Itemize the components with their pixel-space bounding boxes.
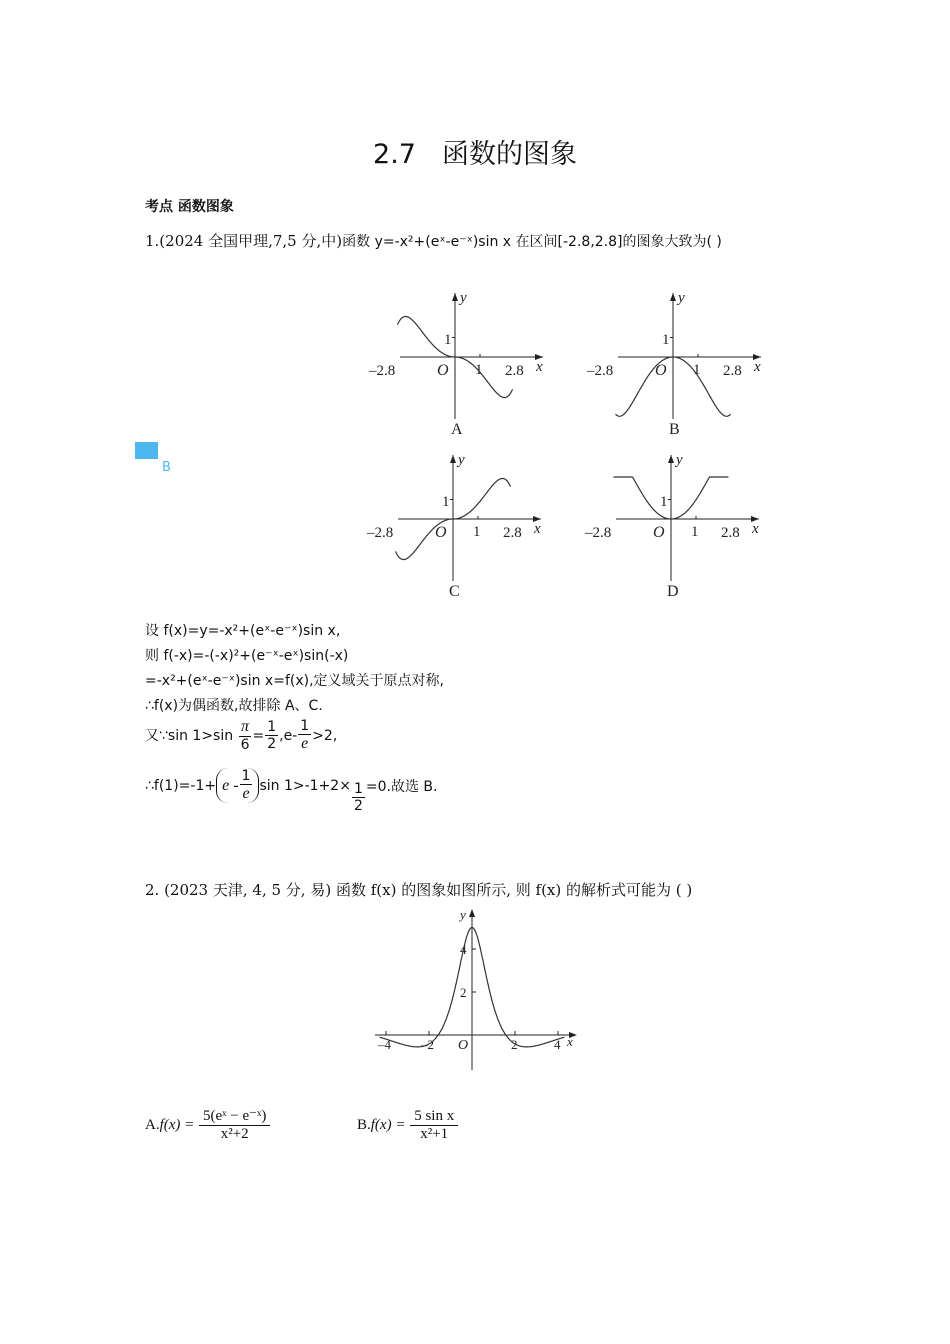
sol6-part-b: sin 1>-1+2× — [259, 777, 351, 794]
y-tick-label: 2 — [460, 985, 467, 1000]
x-tick-label: 1 — [475, 362, 483, 378]
answer-label: B — [162, 460, 171, 475]
frac-1-2 — [352, 781, 365, 814]
question-1 — [145, 230, 722, 251]
frac-num: 1 — [267, 719, 277, 736]
title-text: 函数的图象 — [441, 139, 577, 170]
question-2-stem: 2. (2023 天津, 4, 5 分, 易) 函数 f(x) 的图象如图所示, 则 f(x) 的解析式可能为 ( ) — [145, 881, 693, 899]
option-b-lhs: f(x) = — [370, 1117, 406, 1134]
q1-option-graphs — [365, 280, 775, 610]
x-axis-label: x — [754, 359, 761, 375]
page-title — [0, 132, 950, 171]
answer-marker — [135, 442, 158, 459]
frac-num: 1 — [241, 768, 251, 784]
origin-label: O — [653, 524, 665, 541]
frac-num: 1 — [300, 718, 310, 734]
option-a-numerator: 5(eˣ − e⁻ˣ) — [199, 1108, 270, 1126]
x-tick-label: –4 — [378, 1037, 391, 1052]
option-a-fraction — [199, 1108, 270, 1144]
x-tick-label: 4 — [554, 1037, 561, 1052]
q2-option-a — [145, 1108, 271, 1144]
frac-num: π — [239, 718, 252, 737]
frac-1-e — [240, 768, 253, 803]
y-axis-arrow — [452, 293, 458, 301]
question-1-stem: 函数 y=-x²+(eˣ-e⁻ˣ)sin x 在区间[-2.8,2.8]的图象大致为( ) — [342, 234, 722, 250]
solution-line-6 — [145, 768, 438, 815]
x-tick-label: –2 — [421, 1037, 434, 1052]
x-tick-label: 1 — [693, 362, 701, 378]
q2-option-b — [357, 1108, 459, 1144]
y-axis-arrow — [670, 293, 676, 301]
x-axis-label: x — [534, 521, 541, 537]
solution-line-3: =-x²+(eˣ-e⁻ˣ)sin x=f(x),定义域关于原点对称, — [145, 673, 444, 689]
x-tick-label: 1 — [473, 524, 481, 540]
y-axis-label: y — [460, 290, 467, 306]
graph-b — [586, 290, 761, 438]
frac-den: e — [301, 735, 309, 753]
x-tick-label-pos: 2.8 — [723, 363, 742, 379]
option-b-fraction — [410, 1108, 458, 1144]
title-number: 2.7 — [373, 139, 416, 170]
frac-den: 6 — [240, 737, 250, 754]
origin-label: O — [458, 1038, 469, 1053]
option-b-denominator: x²+1 — [420, 1126, 449, 1143]
y-tick-label: 1 — [444, 332, 452, 348]
sol5-part-d: >2, — [312, 727, 338, 744]
paren-e-minus-1-over-e — [216, 768, 259, 803]
x-tick-label-pos: 2.8 — [503, 525, 522, 541]
frac-den: 2 — [353, 798, 363, 815]
graph-a — [368, 290, 543, 438]
solution-line-4: ∴f(x)为偶函数,故排除 A、C. — [145, 698, 323, 714]
section-heading: 考点 函数图象 — [145, 199, 234, 215]
origin-label: O — [437, 362, 449, 379]
x-axis-label: x — [752, 521, 759, 537]
sol5-eq: = — [252, 727, 265, 744]
sol5-part-a: 又∵sin 1>sin — [145, 727, 234, 744]
option-a-denominator: x²+2 — [220, 1126, 249, 1143]
sol6-part-a: ∴f(1)=-1+ — [145, 777, 217, 794]
option-label: D — [667, 583, 679, 600]
option-label: B — [669, 421, 680, 438]
y-axis-label: y — [460, 907, 466, 922]
q2-graph-plot — [375, 907, 577, 1070]
x-axis-label: x — [567, 1034, 573, 1049]
x-axis-label: x — [536, 359, 543, 375]
option-b-numerator: 5 sin x — [410, 1108, 458, 1126]
x-tick-label-pos: 2.8 — [721, 525, 740, 541]
frac-1-e — [298, 718, 311, 753]
option-a-lhs: f(x) = — [159, 1117, 195, 1134]
solution-line-5 — [145, 718, 337, 753]
y-tick-label: 4 — [460, 942, 467, 957]
y-axis-label: y — [676, 452, 683, 468]
y-axis-arrow — [668, 455, 674, 463]
option-label: A — [451, 421, 463, 438]
y-axis-arrow — [450, 455, 456, 463]
solution-line-2: 则 f(-x)=-(-x)²+(e⁻ˣ-eˣ)sin(-x) — [145, 648, 349, 664]
x-tick-label-neg: –2.8 — [587, 363, 614, 379]
solution-line-1: 设 f(x)=y=-x²+(eˣ-e⁻ˣ)sin x, — [145, 623, 341, 639]
frac-num: 1 — [353, 781, 363, 798]
origin-label: O — [655, 362, 667, 379]
y-tick-label: 1 — [660, 494, 668, 510]
x-tick-label-pos: 2.8 — [505, 363, 524, 379]
y-tick-label: 1 — [662, 332, 670, 348]
frac-1-2 — [265, 719, 278, 752]
sol5-part-c: ,e- — [279, 727, 298, 744]
option-a-label: A. — [145, 1117, 160, 1134]
option-label: C — [449, 583, 460, 600]
frac-den: e — [242, 785, 250, 803]
graph-d — [584, 452, 759, 600]
y-axis-label: y — [458, 452, 465, 468]
question-1-source: 1.(2024 全国甲理,7,5 分,中) — [145, 232, 343, 250]
sol6-part-c: =0.故选 B. — [365, 778, 438, 795]
x-tick-label-neg: –2.8 — [369, 363, 396, 379]
x-tick-label: 2 — [511, 1037, 518, 1052]
option-b-label: B. — [357, 1117, 371, 1134]
y-axis-arrow — [469, 909, 475, 917]
y-axis-label: y — [678, 290, 685, 306]
origin-label: O — [435, 524, 447, 541]
x-tick-label-neg: –2.8 — [585, 525, 612, 541]
x-tick-label-neg: –2.8 — [367, 525, 394, 541]
y-tick-label: 1 — [442, 494, 450, 510]
frac-pi-6 — [239, 718, 252, 753]
e-minus: e - — [222, 776, 239, 794]
x-tick-label: 1 — [691, 524, 699, 540]
graph-c — [366, 452, 541, 600]
q2-graph — [370, 905, 585, 1075]
frac-den: 2 — [267, 736, 277, 753]
